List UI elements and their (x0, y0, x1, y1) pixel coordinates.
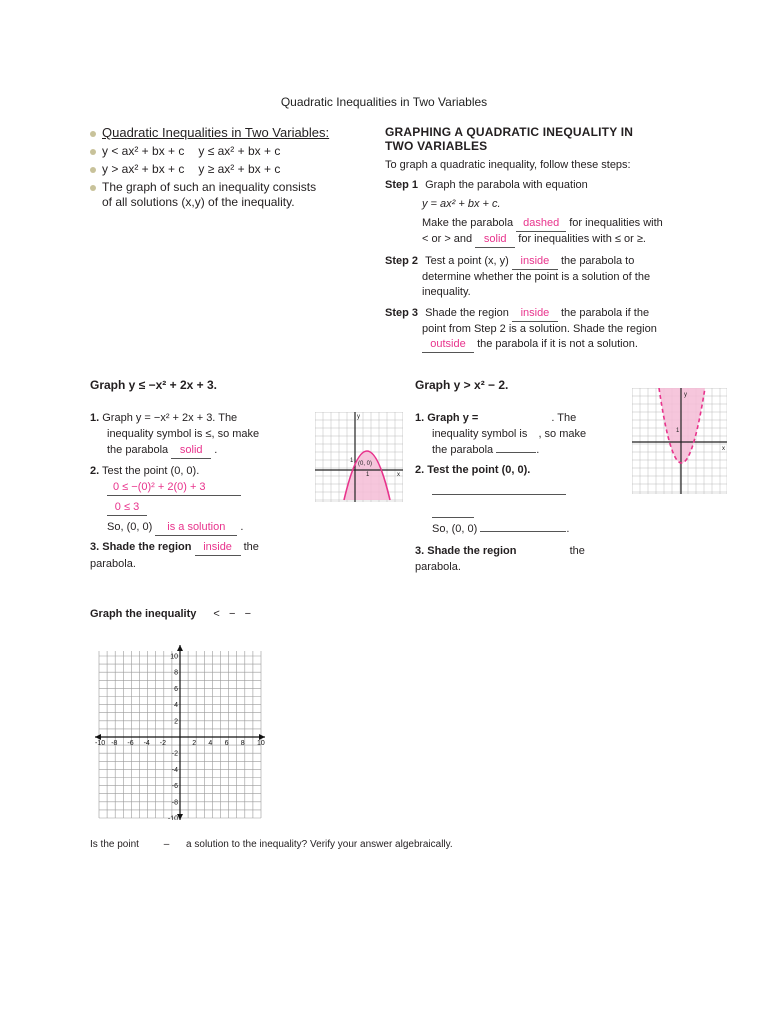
x-tick-label: -2 (159, 740, 167, 747)
example-1-so-text: So, (0, 0) (107, 521, 153, 533)
step-1-make-text: Make the parabola (422, 217, 514, 229)
step-3-label: Step 3 (385, 307, 419, 319)
steps-heading-1: GRAPHING A QUADRATIC INEQUALITY IN (385, 125, 634, 139)
y-tick-label: 4 (174, 702, 178, 710)
y-tick-label: -4 (171, 766, 178, 774)
example-2-graph (632, 388, 727, 494)
step-1-lt (422, 232, 715, 248)
step-2-text-b: the parabola to (560, 255, 635, 267)
answer-inside-1: inside (512, 254, 558, 270)
example-2-so: So, (0, 0) . (432, 523, 570, 535)
example-2-step-1 (415, 410, 630, 426)
step-2-label: Step 2 (385, 255, 419, 267)
y-axis-label: y (357, 414, 360, 420)
inequality-ge: y ≥ ax² + bx + c (198, 162, 281, 176)
step-2 (385, 254, 715, 270)
step-3-line-3 (422, 337, 715, 353)
example-2-step-1-b (432, 426, 630, 442)
bullet-icon (90, 131, 96, 137)
step-2-text-a: Test a point (x, y) (425, 255, 509, 267)
inequality-gt: y > ax² + bx + c (102, 162, 185, 176)
example-1-graph (315, 412, 403, 502)
example-2-step-1-c: the parabola . (432, 444, 540, 456)
example-2-step-2 (415, 462, 630, 478)
example-2-step-2-a: Test the point (0, 0). (427, 464, 531, 476)
answer-outside: outside (422, 337, 474, 353)
y-tick-label: 2 (174, 718, 178, 726)
example-2-step-3-a: Shade the region (427, 545, 517, 557)
exercise-graph[interactable] (95, 645, 265, 820)
example-1-work-2 (107, 499, 305, 516)
x-tick-label: 2 (192, 740, 197, 747)
definition-line-2 (90, 162, 340, 177)
example-1-answer-solution: is a solution (155, 519, 237, 536)
y-axis-arrow-up-icon (177, 645, 183, 651)
bullet-icon (90, 185, 96, 191)
x-tick-label: -6 (127, 740, 134, 747)
example-1-step-1-b: inequality symbol is ≤, so make (107, 428, 260, 440)
y-tick-label: -2 (171, 750, 178, 758)
example-1-work-2-text: 0 ≤ 3 (107, 499, 147, 516)
answer-dashed: dashed (516, 216, 566, 232)
x-axis-label: x (722, 446, 725, 452)
example-1-step-1 (90, 410, 305, 426)
bullet-icon (90, 167, 96, 173)
step-3-line-2: point from Step 2 is a solution. Shade the region (422, 323, 657, 335)
step-2-line-2: determine whether the point is a solution of the (422, 271, 651, 283)
example-1-step-1-c: the parabola solid . (107, 442, 305, 459)
definition-text-a: The graph of such an inequality consists (102, 180, 317, 194)
inequality-le: y ≤ ax² + bx + c (198, 144, 281, 158)
question-text-b: a solution to the inequality? Verify your answer algebraically. (186, 839, 453, 850)
step-1-text: Graph the parabola with equation (425, 179, 588, 191)
example-1-step-3-a: Shade the region (102, 541, 192, 553)
step-3-text-a: Shade the region (425, 307, 509, 319)
definition-box (90, 125, 340, 210)
example-2-step-1-b-text: inequality symbol is (432, 428, 528, 440)
example-2-blank-parabola[interactable] (496, 452, 536, 453)
y-tick-label: 10 (170, 653, 178, 661)
step-2-line-3: inequality. (422, 286, 471, 298)
y-axis-label: y (684, 392, 687, 398)
step-3 (385, 306, 715, 322)
step-number: 2. (90, 465, 100, 477)
exercise-question (90, 839, 453, 850)
example-1-answer-inside: inside (195, 539, 241, 556)
x-tick-label: 8 (240, 740, 245, 747)
step-1-equation: y = ax² + bx + c. (422, 198, 501, 210)
example-2-body (415, 410, 630, 575)
example-1-heading: Graph y ≤ −x² + 2x + 3. (90, 378, 217, 392)
question-text-a: Is the point (90, 839, 139, 850)
definition-line-1 (90, 144, 340, 159)
example-1-answer-solid: solid (171, 442, 211, 459)
example-1-body (90, 410, 305, 572)
y-unit-label: 1 (350, 458, 354, 464)
example-1-work-1-text: 0 ≤ −(0)² + 2(0) + 3 (107, 479, 241, 496)
y-unit-label: 1 (676, 428, 680, 434)
y-tick-label: -8 (171, 799, 178, 807)
page-title: Quadratic Inequalities in Two Variables (280, 95, 488, 109)
definition-heading-text: Quadratic Inequalities in Two Variables: (102, 125, 330, 140)
step-1-for-text: for inequalities with (569, 217, 663, 229)
x-tick-label: 10 (257, 740, 265, 747)
example-1-step-1-a: Graph y = −x² + 2x + 3. The (102, 412, 238, 424)
example-2-work-blank-1[interactable] (432, 484, 566, 495)
example-2-blank-solution[interactable] (480, 531, 566, 532)
example-2-step-3-b: the parabola. (415, 545, 585, 573)
step-number: 3. (90, 541, 100, 553)
example-1-step-2-a: Test the point (0, 0). (102, 465, 200, 477)
x-tick-label: -4 (143, 740, 150, 747)
origin-label: (0, 0) (358, 461, 373, 467)
definition-line-3 (90, 180, 340, 210)
inequality-lt: y < ax² + bx + c (102, 144, 185, 158)
y-tick-label: 6 (174, 685, 178, 693)
exercise-inequality-symbols: < − − (213, 608, 252, 620)
example-2-step-1-c-text: the parabola (432, 444, 494, 456)
answer-inside-2: inside (512, 306, 558, 322)
question-dash: – (163, 839, 170, 850)
example-2-so-text: So, (0, 0) (432, 523, 478, 535)
answer-solid: solid (475, 232, 515, 248)
y-tick-label: 8 (174, 669, 178, 677)
example-1-step-2 (90, 463, 305, 479)
example-1-so: So, (0, 0) is a solution . (107, 519, 305, 536)
steps-heading-2: TWO VARIABLES (385, 139, 488, 153)
y-tick-label: -10 (167, 815, 178, 820)
x-axis-label: x (397, 472, 400, 478)
example-1-step-1-c-text: the parabola (107, 444, 169, 456)
step-1-lt-text: < or > and (422, 233, 473, 245)
step-number: 2. (415, 464, 425, 476)
example-1-step-3 (90, 539, 305, 572)
y-tick-label: -6 (171, 783, 178, 791)
x-tick-label: 4 (208, 740, 213, 747)
steps-box (385, 125, 715, 353)
step-number: 1. (90, 412, 100, 424)
example-2-step-1-b2-text: , so make (538, 428, 587, 440)
step-3-text-c: the parabola if it is not a solution. (477, 338, 638, 350)
step-1-for2-text: for inequalities with ≤ or ≥. (518, 233, 646, 245)
steps-intro: To graph a quadratic inequality, follow these steps: (385, 159, 631, 171)
example-2-heading: Graph y > x² − 2. (415, 378, 509, 392)
step-3-text-b: the parabola if the (561, 307, 650, 319)
step-1-make (422, 216, 715, 232)
example-1-work-1 (107, 479, 305, 496)
x-unit-label: 1 (366, 472, 370, 478)
step-1 (385, 178, 715, 193)
bullet-icon (90, 149, 96, 155)
example-2-step-3 (415, 543, 630, 575)
example-2-step-1-a2: . The (551, 412, 577, 424)
step-number: 1. (415, 412, 425, 424)
example-2-step-1-a: Graph y = (427, 412, 479, 424)
x-tick-label: -8 (111, 740, 118, 747)
x-tick-label: 6 (224, 740, 229, 747)
step-number: 3. (415, 545, 425, 557)
example-2-work-blank-2[interactable] (432, 507, 474, 518)
step-1-label: Step 1 (385, 179, 419, 191)
definition-heading (90, 125, 340, 141)
exercise-heading (90, 608, 251, 620)
x-tick-label: -10 (95, 740, 106, 747)
exercise-heading-text: Graph the inequality (90, 608, 197, 620)
definition-text-b: of all solutions (x,y) of the inequality. (102, 195, 295, 209)
example-1-step-3-b: the parabola. (90, 541, 259, 570)
